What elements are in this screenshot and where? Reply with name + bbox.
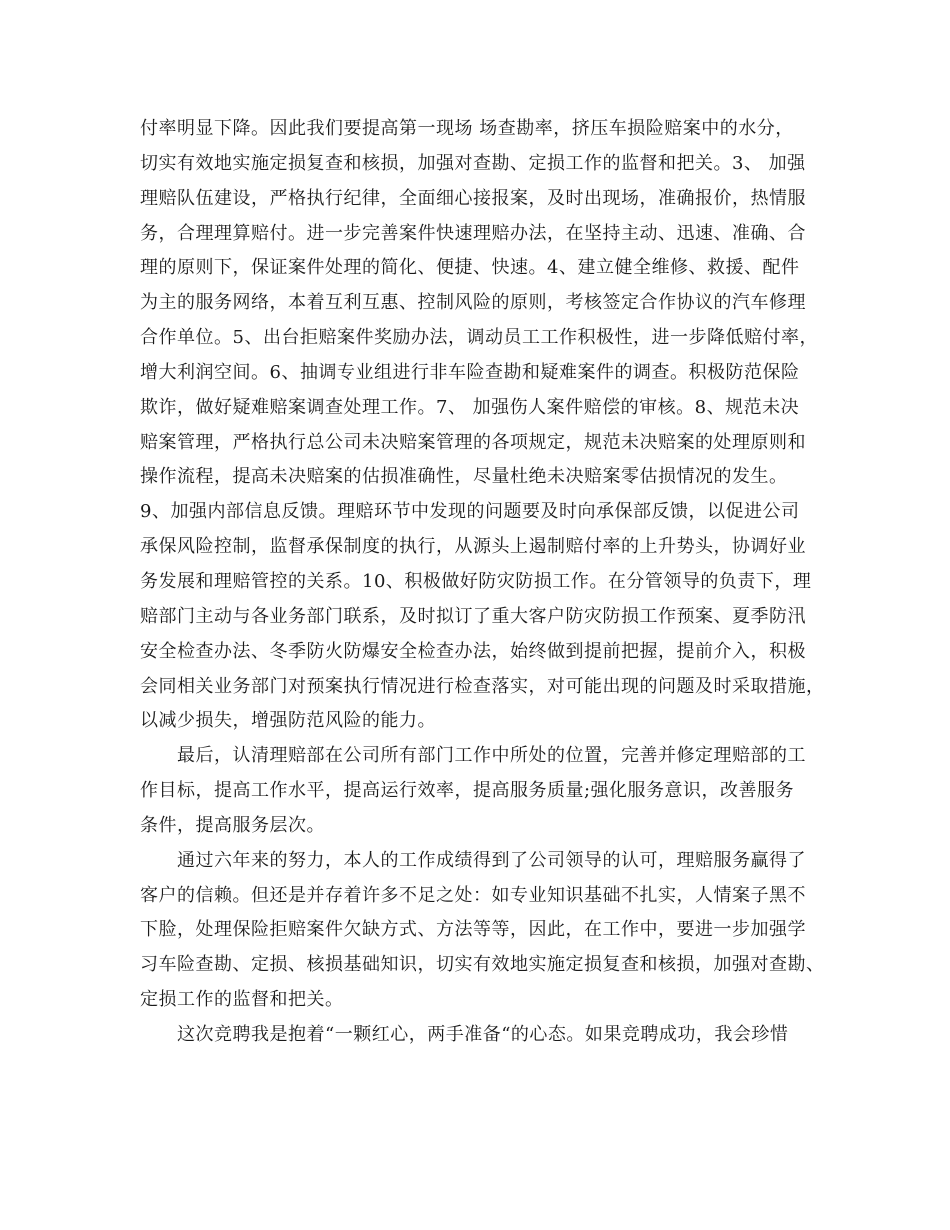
text-line: 安全检查办法、冬季防火防爆安全检查办法，始终做到提前把握，提前介入，积极 (140, 640, 806, 662)
text-line: 付率明显下降。因此我们要提高第一现场 场查勘率，挤压车损险赔案中的水分， (140, 118, 794, 139)
text-line: 务，合理理算赔付。进一步完善案件快速理赔办法，在坚持主动、迅速、准确、合 (140, 222, 806, 244)
text-line: 赔部门主动与各业务部门联系，及时拟订了重大客户防灾防损工作预案、夏季防汛 (140, 605, 806, 627)
text-line: 理的原则下，保证案件处理的简化、便捷、快速。4、建立健全维修、救援、配件 (140, 257, 800, 279)
text-line: 9、加强内部信息反馈。理赔环节中发现的问题要及时向承保部反馈，以促进公司 (140, 501, 800, 523)
text-line: 务发展和理赔管控的关系。10、积极做好防灾防损工作。在分管领导的负责下，理 (140, 570, 812, 592)
text-line: 作目标，提高工作水平，提高运行效率，提高服务质量;强化服务意识，改善服务 (140, 780, 795, 802)
text-line: 承保风险控制，监督承保制度的执行，从源头上遏制赔付率的上升势头，协调好业 (140, 536, 806, 558)
text-line: 习车险查勘、定损、核损基础知识，切实有效地实施定损复查和核损，加强对查勘、 (140, 954, 825, 976)
text-line: 客户的信赖。但还是并存着许多不足之处：如专业知识基础不扎实，人情案子黑不 (140, 884, 806, 906)
text-line: 通过六年来的努力，本人的工作成绩得到了公司领导的认可，理赔服务赢得了 (140, 849, 806, 871)
text-line: 赔案管理，严格执行总公司未决赔案管理的各项规定，规范未决赔案的处理原则和 (140, 431, 806, 453)
body-text (140, 112, 830, 1053)
text-line: 下脸，处理保险拒赔案件欠缺方式、方法等等，因此，在工作中，要进一步加强学 (140, 919, 806, 941)
text-line: 切实有效地实施定损复查和核损，加强对查勘、定损工作的监督和把关。3、 加强 (140, 152, 806, 174)
text-line: 条件，提高服务层次。 (140, 814, 325, 836)
text-line: 合作单位。5、出台拒赔案件奖励办法，调动员工工作积极性，进一步降低赔付率， (140, 327, 818, 349)
text-line: 最后，认清理赔部在公司所有部门工作中所处的位置，完善并修定理赔部的工 (140, 745, 806, 767)
text-line: 增大利润空间。6、抽调专业组进行非车险查勘和疑难案件的调查。积极防范保险 (140, 361, 800, 383)
text-line: 以减少损失，增强防范风险的能力。 (140, 710, 436, 732)
text-line: 会同相关业务部门对预案执行情况进行检查落实，对可能出现的问题及时采取措施， (140, 675, 825, 697)
text-line: 欺诈，做好疑难赔案调查处理工作。7、 加强伤人案件赔偿的审核。8、规范未决 (140, 396, 800, 418)
text-line: 这次竞聘我是抱着“一颗红心，两手准备“的心态。如果竞聘成功，我会珍惜 (140, 1023, 789, 1045)
text-line: 操作流程，提高未决赔案的估损准确性，尽量杜绝未决赔案零估损情况的发生。 (140, 466, 788, 488)
text-line: 为主的服务网络，本着互利互惠、控制风险的原则，考核签定合作协议的汽车修理 (140, 292, 806, 314)
text-line: 理赔队伍建设，严格执行纪律，全面细心接报案，及时出现场，准确报价，热情服 (140, 187, 806, 209)
text-line: 定损工作的监督和把关。 (140, 989, 344, 1011)
